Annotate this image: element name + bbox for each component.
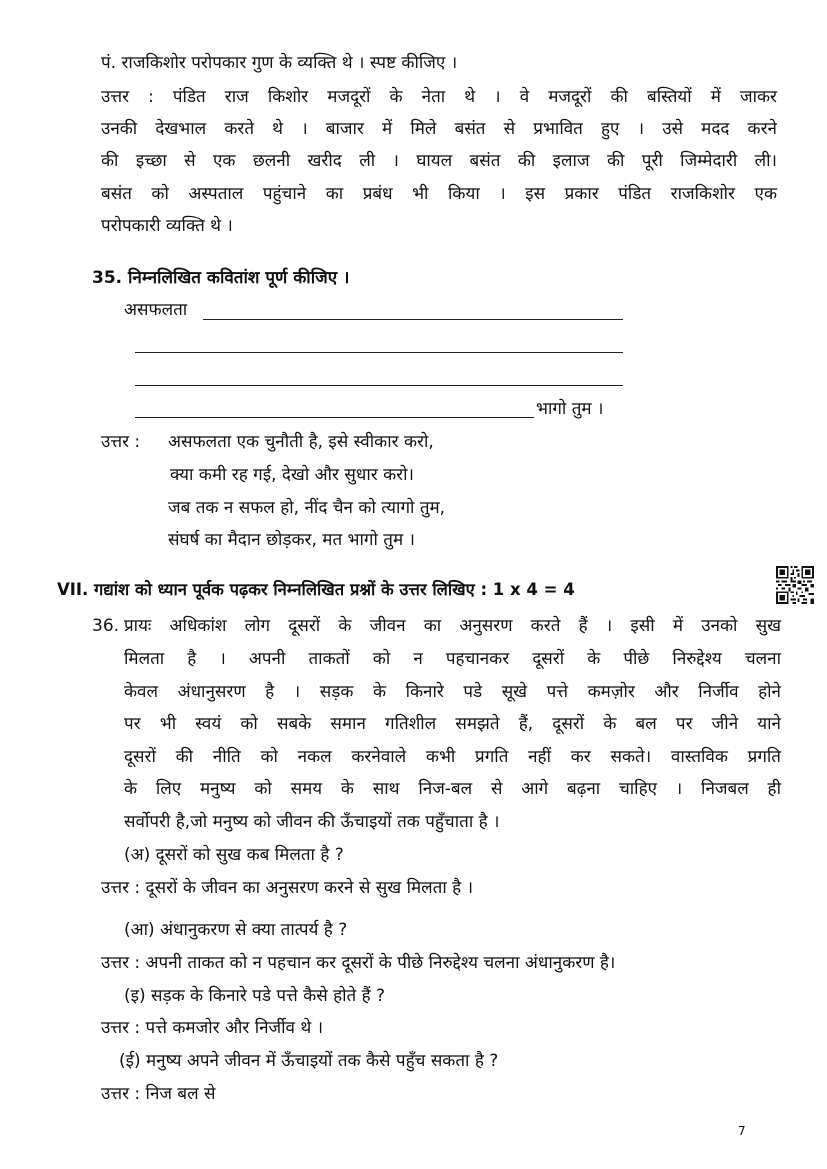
passage-line: केवल अंधानुसरण है । सड़क के किनारे पडे सूखे पत्ते कमज़ोर और निर्जीव होने <box>124 682 781 702</box>
q35-answer-line: असफलता एक चुनौती है, इसे स्वीकार करो, <box>168 432 434 452</box>
passage-line: दूसरों की नीति को नकल करनेवाले कभी प्रगति नहीं कर सकते। वास्तविक प्रगति <box>124 747 781 767</box>
fill-blank-line <box>135 352 623 353</box>
page-number: 7 <box>738 1124 746 1138</box>
q35-answer-line: संघर्ष का मैदान छोड़कर, मत भागो तुम । <box>168 530 415 550</box>
sub-question: (ई) मनुष्य अपने जीवन में ऊँचाइयों तक कैसे पहुँच सकता है ? <box>119 1051 499 1071</box>
passage-line: के लिए मनुष्य को समय के साथ निज-बल से आगे बढ़ना चाहिए । निजबल ही <box>124 779 781 799</box>
q36-number: 36. <box>92 616 120 636</box>
passage-line: मिलता है । अपनी ताकतों को न पहचानकर दूसरों के पीछे निरुद्देश्य चलना <box>124 649 781 669</box>
q34-answer-line: उत्तर : पंडित राज किशोर मजदूरों के नेता थे । वे मजदूरों की बस्तियों में जाकर <box>101 87 777 107</box>
qr-code-icon <box>776 566 814 604</box>
q34-answer-line: बसंत को अस्पताल पहुंचाने का प्रबंध भी किया । इस प्रकार पंडित राजकिशोर एक <box>101 184 777 204</box>
fill-blank-line <box>135 417 534 418</box>
poem-end-words: भागो तुम । <box>536 399 604 419</box>
q35-heading: 35. निम्नलिखित कवितांश पूर्ण कीजिए । <box>92 268 350 288</box>
q34-question: पं. राजकिशोर परोपकार गुण के व्यक्ति थे । स्पष्ट कीजिए । <box>101 53 458 73</box>
sub-question: (इ) सड़क के किनारे पडे पत्ते कैसे होते हैं ? <box>124 986 386 1006</box>
sub-answer: उत्तर : अपनी ताकत को न पहचान कर दूसरों के पीछे निरुद्देश्य चलना अंधानुकरण है। <box>101 953 616 973</box>
fill-blank-line <box>135 385 623 386</box>
section-heading: VII. गद्यांश को ध्यान पूर्वक पढ़कर निम्नलिखित प्रश्नों के उत्तर लिखिए : 1 x 4 = 4 <box>57 580 575 599</box>
q34-answer-line: परोपकारी व्यक्ति थे । <box>101 216 233 236</box>
passage-line: सर्वोपरी है,जो मनुष्य को जीवन की ऊँचाइयों तक पहुँचाता है । <box>124 812 500 832</box>
sub-answer: उत्तर : दूसरों के जीवन का अनुसरण करने से सुख मिलता है । <box>101 878 474 898</box>
q34-answer-line: की इच्छा से एक छलनी खरीद ली । घायल बसंत की इलाज की पूरी जिम्मेदारी ली। <box>101 151 777 171</box>
sub-question: (आ) अंधानुकरण से क्या तात्पर्य है ? <box>124 920 348 940</box>
q34-answer-line: उनकी देखभाल करते थे । बाजार में मिले बसंत से प्रभावित हुए । उसे मदद करने <box>101 119 777 139</box>
passage-line: प्रायः अधिकांश लोग दूसरों के जीवन का अनुसरण करते हैं । इसी में उनको सुख <box>124 616 781 636</box>
sub-question: (अ) दूसरों को सुख कब मिलता है ? <box>124 845 344 865</box>
fill-blank-line <box>203 319 623 320</box>
q35-answer-label: उत्तर : <box>101 432 141 452</box>
q35-answer-line: जब तक न सफल हो, नींद चैन को त्यागो तुम, <box>168 498 446 518</box>
q35-answer-line: क्या कमी रह गई, देखो और सुधार करो। <box>170 465 414 485</box>
sub-answer: उत्तर : पत्ते कमजोर और निर्जीव थे । <box>101 1018 324 1038</box>
poem-start-word: असफलता <box>124 300 188 320</box>
sub-answer: उत्तर : निज बल से <box>101 1084 216 1104</box>
passage-line: पर भी स्वयं को सबके समान गतिशील समझते हैं, दूसरों के बल पर जीने याने <box>124 714 781 734</box>
